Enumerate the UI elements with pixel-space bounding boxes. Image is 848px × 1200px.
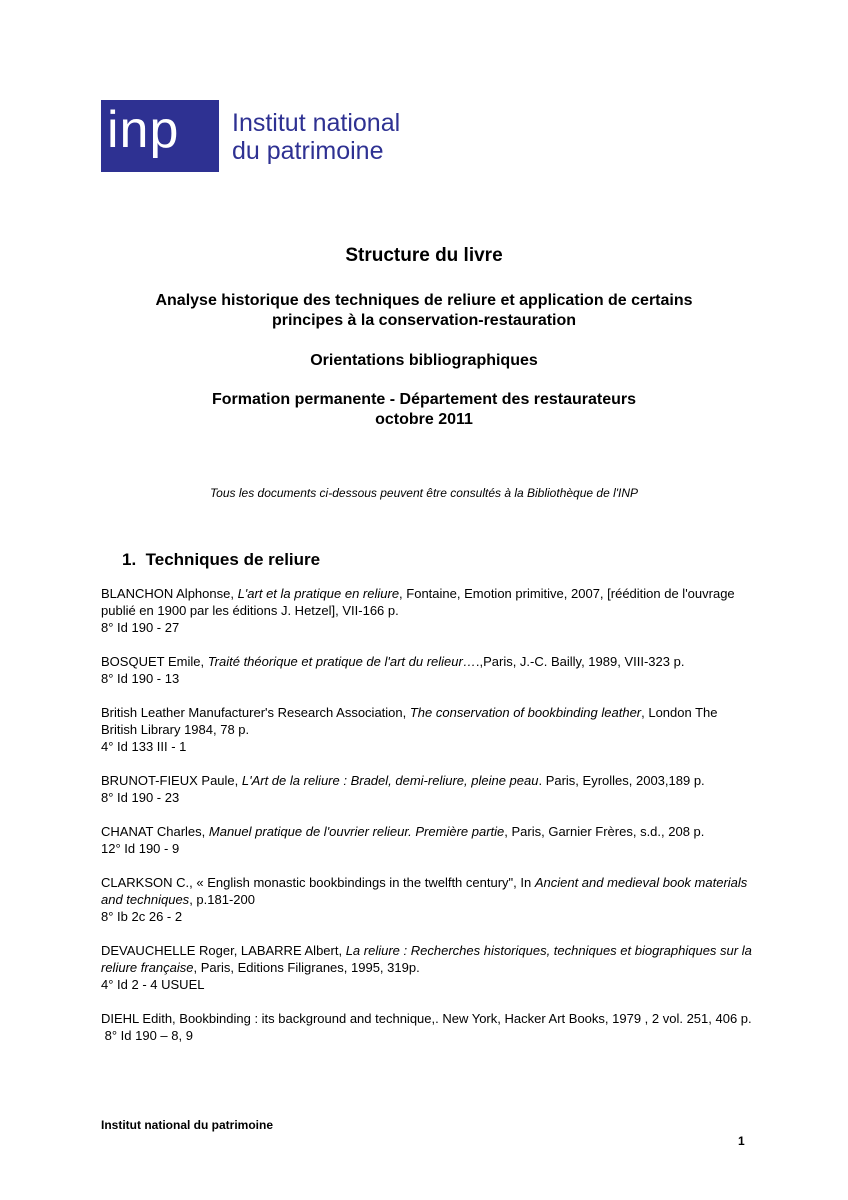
ref-shelfmark: 12° Id 190 - 9 bbox=[101, 841, 180, 856]
section-heading bbox=[122, 550, 320, 570]
document-title: Structure du livre bbox=[345, 245, 503, 266]
reference-entry bbox=[101, 1010, 753, 1044]
ref-title: L'art et la pratique en reliure bbox=[237, 586, 400, 601]
reference-entry bbox=[101, 823, 753, 857]
formation-date: octobre 2011 bbox=[375, 411, 473, 428]
ref-author: BOSQUET Emile, bbox=[101, 654, 208, 669]
ref-author: CHANAT Charles, bbox=[101, 824, 209, 839]
ref-author: British Leather Manufacturer's Research Association, bbox=[101, 705, 410, 720]
reference-entry bbox=[101, 772, 753, 806]
ref-details: , Paris, Editions Filigranes, 1995, 319p. bbox=[193, 960, 420, 975]
ref-details: , Paris, Garnier Frères, s.d., 208 p. bbox=[504, 824, 705, 839]
logo-wordmark bbox=[232, 109, 400, 165]
ref-shelfmark: 8° Id 190 - 13 bbox=[101, 671, 180, 686]
reference-entry bbox=[101, 874, 753, 925]
ref-details: , p.181-200 bbox=[189, 892, 255, 907]
ref-author: BRUNOT-FIEUX Paule, bbox=[101, 773, 242, 788]
reference-list bbox=[101, 585, 753, 1061]
ref-author: DIEHL Edith, Bookbinding : its background and technique,. New York, Hacker Art Books, 1979 , 2 vol. 251, 406 p. bbox=[101, 1011, 752, 1026]
reference-entry bbox=[101, 942, 753, 993]
ref-details: , Fontaine, Emotion primitive, 2007, [réédition de l'ouvrage publié en 1900 par les éditions J. Hetzel], VII-166 p. bbox=[101, 586, 735, 618]
ref-title: L'Art de la reliure : Bradel, demi-reliure, pleine peau bbox=[241, 773, 539, 788]
ref-details: , London The British Library 1984, 78 p. bbox=[101, 705, 718, 737]
ref-author: DEVAUCHELLE Roger, LABARRE Albert, bbox=[101, 943, 346, 958]
ref-shelfmark: 8° Id 190 - 23 bbox=[101, 790, 180, 805]
subtitle-line-2: principes à la conservation-restauration bbox=[271, 312, 577, 329]
ref-author: BLANCHON Alphonse, bbox=[101, 586, 238, 601]
formation-line-1: Formation permanente - Département des restaurateurs bbox=[211, 391, 637, 408]
orientations-heading: Orientations bibliographiques bbox=[310, 352, 538, 369]
reference-entry bbox=[101, 704, 753, 755]
document-subtitle bbox=[0, 291, 848, 331]
ref-shelfmark: 8° Id 190 - 27 bbox=[101, 620, 180, 635]
ref-title: The conservation of bookbinding leather bbox=[409, 705, 642, 720]
ref-shelfmark: 8° Id 190 – 8, 9 bbox=[101, 1028, 193, 1043]
ref-title: La reliure : Recherches historiques, techniques et biographiques sur la reliure française bbox=[101, 943, 752, 975]
ref-title: Ancient and medieval book materials and techniques bbox=[101, 875, 748, 907]
section-title: Techniques de reliure bbox=[145, 550, 321, 569]
ref-shelfmark: 4° Id 2 - 4 USUEL bbox=[101, 977, 205, 992]
footer-institution: Institut national du patrimoine bbox=[101, 1118, 273, 1132]
availability-note: Tous les documents ci-dessous peuvent être consultés à la Bibliothèque de l'INP bbox=[209, 486, 639, 500]
reference-entry bbox=[101, 653, 753, 687]
section-number: 1. bbox=[122, 550, 137, 569]
ref-shelfmark: 4° Id 133 III - 1 bbox=[101, 739, 187, 754]
page-number: 1 bbox=[738, 1134, 745, 1148]
ref-title: Manuel pratique de l'ouvrier relieur. Première partie bbox=[208, 824, 505, 839]
ref-details: . Paris, Eyrolles, 2003,189 p. bbox=[538, 773, 705, 788]
subtitle-line-1: Analyse historique des techniques de reliure et application de certains bbox=[155, 292, 693, 309]
logo-line-1: Institut national bbox=[232, 109, 401, 137]
formation-heading bbox=[0, 390, 848, 430]
ref-title: Traité théorique et pratique de l'art du relieur… bbox=[207, 654, 476, 669]
reference-entry bbox=[101, 585, 753, 636]
ref-shelfmark: 8° Ib 2c 26 - 2 bbox=[101, 909, 183, 924]
ref-author: CLARKSON C., « English monastic bookbindings in the twelfth century", In bbox=[101, 875, 535, 890]
logo-abbr: inp bbox=[101, 100, 219, 172]
ref-details: .,Paris, J.-C. Bailly, 1989, VIII-323 p. bbox=[475, 654, 685, 669]
logo-line-2: du patrimoine bbox=[232, 137, 384, 165]
